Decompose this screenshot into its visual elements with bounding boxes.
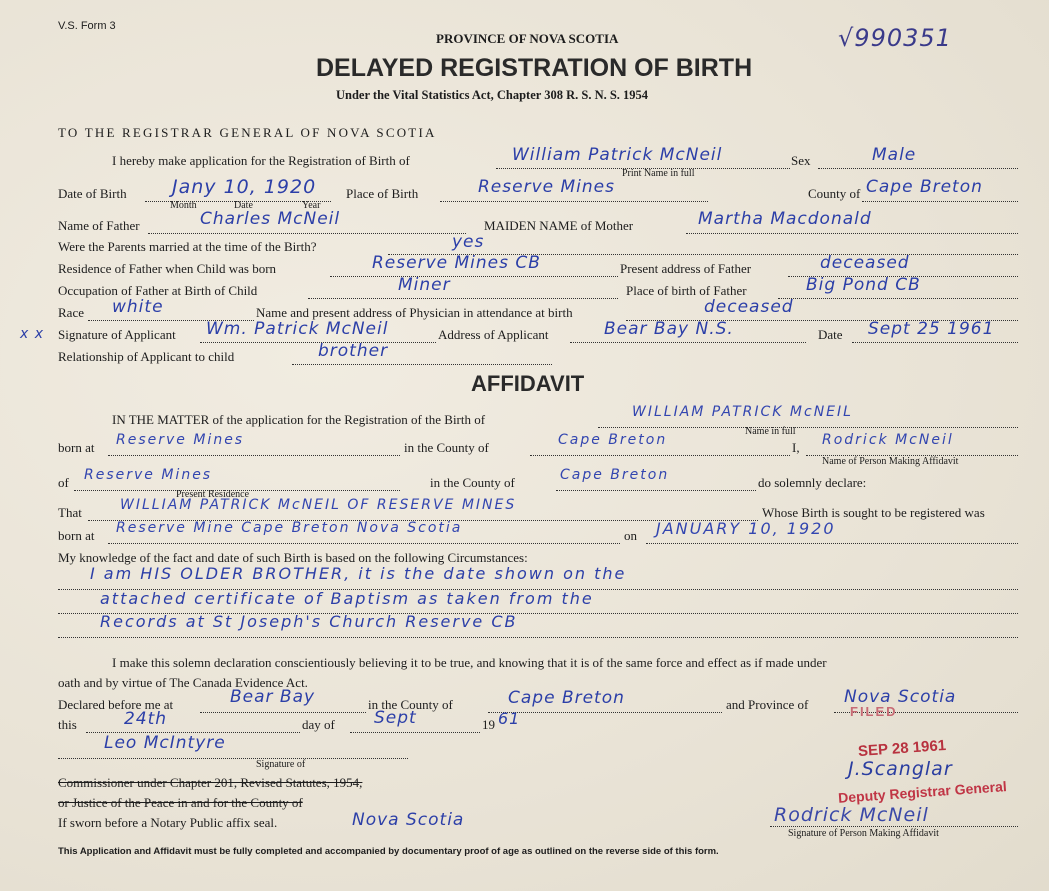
affidavit-county-value: Cape Breton <box>558 432 668 448</box>
present-addr-label: Present address of Father <box>620 261 752 276</box>
affidavit-child-name: WILLIAM PATRICK McNEIL <box>632 404 853 420</box>
notary-note: Nova Scotia <box>352 810 465 830</box>
declare-label: do solemnly declare: <box>758 475 867 490</box>
form-title: DELAYED REGISTRATION OF BIRTH <box>316 54 753 82</box>
signature-label: Signature of Applicant <box>58 327 176 342</box>
born-at-value: Reserve Mines <box>116 432 245 448</box>
child-name: William Patrick McNeil <box>512 145 723 165</box>
res-father-label: Residence of Father when Child was born <box>58 261 277 276</box>
deputy-registrar-stamp: Deputy Registrar General <box>837 778 1008 806</box>
residence-value: Reserve Mines <box>84 467 213 483</box>
this-label: this <box>58 717 77 732</box>
year-prefix: 19 <box>482 717 495 732</box>
year-hint: Year <box>302 200 321 211</box>
address-value: Bear Bay N.S. <box>604 319 734 339</box>
that-label: That <box>58 505 82 520</box>
signature-of-label: Signature of <box>256 759 306 770</box>
print-name-hint: Print Name in full <box>622 168 695 179</box>
res-father-value: Reserve Mines CB <box>372 253 541 273</box>
county3-value: Cape Breton <box>508 688 625 708</box>
father-birthplace-label: Place of birth of Father <box>626 283 747 298</box>
physician-label: Name and present address of Physician in attendance at birth <box>256 305 573 320</box>
matter-label: IN THE MATTER of the application for the Registration of the Birth of <box>112 412 486 427</box>
received-date-stamp: SEP 28 1961 <box>857 736 947 761</box>
form-number: V.S. Form 3 <box>58 20 116 32</box>
date-label: Date <box>818 327 843 342</box>
occupation-value: Miner <box>398 275 451 295</box>
married-label: Were the Parents married at the time of the Birth? <box>58 239 317 254</box>
deponent-signature: Rodrick McNeil <box>774 804 929 826</box>
knowledge-label: My knowledge of the fact and date of such Birth is based on the following Circumstances: <box>58 550 528 565</box>
month-hint: Month <box>170 200 197 211</box>
i-label: I, <box>792 440 800 455</box>
race-value: white <box>112 297 164 317</box>
circumstances-line-2: attached certificate of Baptism as taken from the <box>100 589 594 608</box>
whose-birth-label: Whose Birth is sought to be registered was <box>762 505 985 520</box>
justice-line: or Justice of the Peace in and for the County of <box>58 795 303 810</box>
intro-label: I hereby make application for the Registration of Birth of <box>112 153 410 168</box>
notary-line: If sworn before a Notary Public affix seal. <box>58 815 278 830</box>
province-value: Nova Scotia <box>844 687 957 707</box>
married-value: yes <box>452 232 485 252</box>
form-subtitle: Under the Vital Statistics Act, Chapter 308 R. S. N. S. 1954 <box>336 88 649 102</box>
county3-label: in the County of <box>368 697 453 712</box>
present-addr-value: deceased <box>820 253 910 273</box>
on-date: JANUARY 10, 1920 <box>656 519 836 538</box>
circumstances-line-3: Records at St Joseph's Church Reserve CB <box>100 612 518 631</box>
address-label: Address of Applicant <box>438 327 549 342</box>
sex-label: Sex <box>791 153 811 168</box>
commissioner-line: Commissioner under Chapter 201, Revised Statutes, 1954, <box>58 775 363 790</box>
applicant-signature: Wm. Patrick McNeil <box>206 319 389 339</box>
father-birthplace-value: Big Pond CB <box>806 275 921 295</box>
solemn-line-2: oath and by virtue of The Canada Evidence Act. <box>58 675 308 690</box>
declared-at-value: Bear Bay <box>230 687 316 707</box>
date-hint: Date <box>234 200 253 211</box>
commissioner-signature: Leo McIntyre <box>104 733 226 753</box>
declared-label: Declared before me at <box>58 697 174 712</box>
affidavit-county-label: in the County of <box>404 440 489 455</box>
relationship-label: Relationship of Applicant to child <box>58 349 235 364</box>
mother-label: MAIDEN NAME of Mother <box>484 218 634 233</box>
footer-note: This Application and Affidavit must be fully completed and accompanied by documentary proof of age as outlined on the reverse side of this form. <box>58 846 719 857</box>
place-birth-label: Place of Birth <box>346 186 419 201</box>
registration-number: √990351 <box>838 24 952 52</box>
born-at2-label: born at <box>58 528 95 543</box>
deponent-name: Rodrick McNeil <box>822 432 954 448</box>
residence-hint: Present Residence <box>176 489 250 500</box>
filed-stamp: FILED <box>850 704 898 719</box>
county2-label: in the County of <box>430 475 515 490</box>
name-hint: Name in full <box>745 426 796 437</box>
registrar-signature: J.Scanglar <box>848 758 953 780</box>
born-at2-value: Reserve Mine Cape Breton Nova Scotia <box>116 520 463 536</box>
province-heading: PROVINCE OF NOVA SCOTIA <box>436 31 619 46</box>
sex-value: Male <box>872 145 917 165</box>
born-at-label: born at <box>58 440 95 455</box>
day-value: 24th <box>124 709 168 729</box>
month-value: Sept <box>374 708 417 728</box>
solemn-line-1: I make this solemn declaration conscientiously believing it to be true, and knowing that it is of the same force and effect as if made under <box>112 655 827 670</box>
day-of-label: day of <box>302 717 335 732</box>
father-value: Charles McNeil <box>200 209 341 229</box>
relationship-value: brother <box>318 341 389 361</box>
county-label: County of <box>808 186 861 201</box>
dob-value: Jany 10, 1920 <box>172 176 317 198</box>
race-label: Race <box>58 305 84 320</box>
father-label: Name of Father <box>58 218 140 233</box>
date-value: Sept 25 1961 <box>868 319 995 339</box>
circumstances-line-1: I am HIS OLDER BROTHER, it is the date shown on the <box>90 564 627 583</box>
that-text: WILLIAM PATRICK McNEIL OF RESERVE MINES <box>120 497 517 513</box>
physician-value: deceased <box>704 297 794 317</box>
dob-label: Date of Birth <box>58 186 127 201</box>
of-label: of <box>58 475 69 490</box>
deponent-hint: Name of Person Making Affidavit <box>822 456 959 467</box>
county-value: Cape Breton <box>866 177 983 197</box>
affidavit-heading: AFFIDAVIT <box>471 371 585 396</box>
place-birth-value: Reserve Mines <box>478 177 615 197</box>
mother-value: Martha Macdonald <box>698 209 872 229</box>
xx-mark: x x <box>20 326 45 342</box>
province-label: and Province of <box>726 697 809 712</box>
occupation-label: Occupation of Father at Birth of Child <box>58 283 258 298</box>
deponent-signature-label: Signature of Person Making Affidavit <box>788 828 939 839</box>
year-suffix: 61 <box>498 709 521 728</box>
addressee: TO THE REGISTRAR GENERAL OF NOVA SCOTIA <box>58 125 437 140</box>
county2-value: Cape Breton <box>560 467 670 483</box>
on-label: on <box>624 528 637 543</box>
